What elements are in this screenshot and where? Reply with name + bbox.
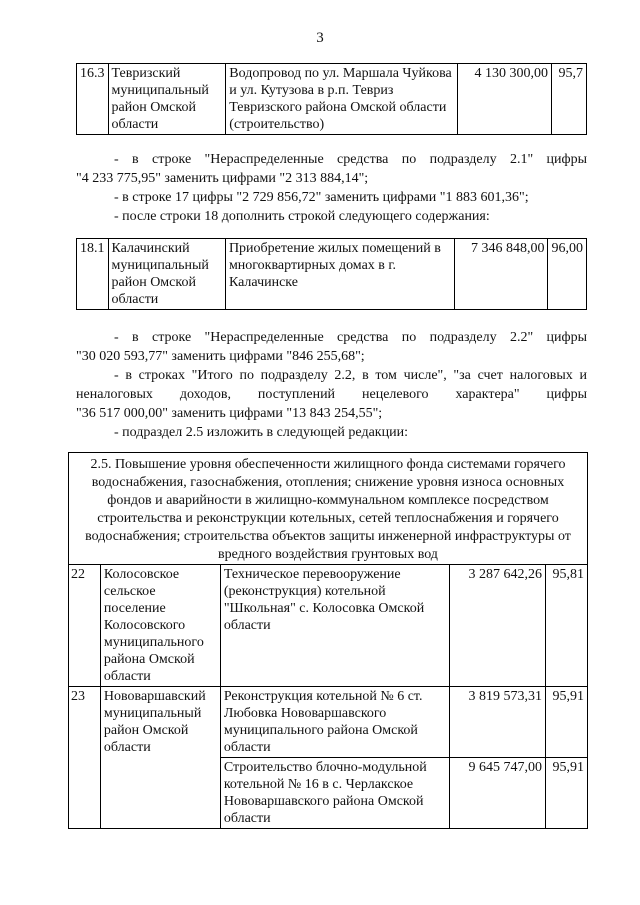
row-number: 16.3 — [77, 64, 109, 135]
municipality-name: Тевризский муниципальный район Омской области — [108, 64, 226, 135]
municipality-name: Колосовское сельское поселение Колосовского муниципального района Омской области — [100, 565, 220, 687]
object-name: Водопровод по ул. Маршала Чуйкова и ул. Кутузова в р.п. Тевриз Тевризского района Омской области (строительство) — [226, 64, 458, 135]
amendment-text-block-1 — [76, 150, 587, 226]
table-subsection-2-5 — [68, 452, 588, 829]
paragraph-line: - в строке "Нераспределенные средства по подразделу 2.1" цифры — [114, 152, 587, 167]
paragraph-line: - в строке "Нераспределенные средства по подразделу 2.2" цифры — [114, 330, 587, 345]
amount: 3 819 573,31 — [450, 687, 546, 758]
row-number: 23 — [69, 687, 101, 829]
object-name: Реконструкция котельной № 6 ст. Любовка Нововаршавского муниципального района Омской области — [220, 687, 449, 758]
row-number: 18.1 — [77, 239, 109, 310]
municipality-name: Калачинский муниципальный район Омской области — [108, 239, 225, 310]
paragraph-line: неналоговых доходов, поступлений нецелевого характера" цифры — [76, 387, 587, 402]
subsection-heading: 2.5. Повышение уровня обеспеченности жилищного фонда системами горячего водоснабжения, газоснабжения, отопления; снижение уровня износа основных фондов и аварийности в жилищно-коммунальном комплексе посредством строительства и реконструкции котельных, сетей теплоснабжения и горячего водоснабжения; строительства объектов защиты инженерной инфраструктуры от вредного воздействия грунтовых вод — [69, 453, 588, 565]
paragraph-line: - после строки 18 дополнить строкой следующего содержания: — [114, 209, 490, 224]
amount: 7 346 848,00 — [455, 239, 548, 310]
table-header-row — [69, 453, 588, 565]
percent: 95,81 — [545, 565, 587, 687]
municipality-name: Нововаршавский муниципальный район Омской области — [100, 687, 220, 829]
table-program-row-18-1 — [76, 238, 587, 310]
table-row — [69, 565, 588, 687]
table-row — [77, 239, 587, 310]
paragraph-line: - в строках "Итого по подразделу 2.2, в том числе", "за счет налоговых и — [114, 368, 587, 383]
paragraph-line: "36 517 000,00" заменить цифрами "13 843 254,55"; — [76, 406, 383, 421]
amendment-text-block-2 — [76, 328, 587, 442]
table-program-row-16-3 — [76, 63, 587, 135]
percent: 95,7 — [552, 64, 587, 135]
percent: 95,91 — [545, 687, 587, 758]
row-number: 22 — [69, 565, 101, 687]
percent: 95,91 — [545, 758, 587, 829]
percent: 96,00 — [548, 239, 587, 310]
object-name: Приобретение жилых помещений в многоквартирных домах в г. Калачинске — [225, 239, 454, 310]
paragraph-line: - в строке 17 цифры "2 729 856,72" заменить цифрами "1 883 601,36"; — [114, 190, 529, 205]
page-number: 3 — [316, 30, 324, 46]
table-row — [77, 64, 587, 135]
amount: 9 645 747,00 — [450, 758, 546, 829]
paragraph-line: "30 020 593,77" заменить цифрами "846 255,68"; — [76, 349, 365, 364]
paragraph-line: "4 233 775,95" заменить цифрами "2 313 884,14"; — [76, 171, 369, 186]
paragraph-line: - подраздел 2.5 изложить в следующей редакции: — [114, 425, 408, 440]
table-row — [69, 687, 588, 758]
amount: 3 287 642,26 — [450, 565, 546, 687]
amount: 4 130 300,00 — [458, 64, 552, 135]
object-name: Техническое перевооружение (реконструкция) котельной "Школьная" с. Колосовка Омской области — [220, 565, 449, 687]
object-name: Строительство блочно-модульной котельной № 16 в с. Черлакское Нововаршавского района Омской области — [220, 758, 449, 829]
